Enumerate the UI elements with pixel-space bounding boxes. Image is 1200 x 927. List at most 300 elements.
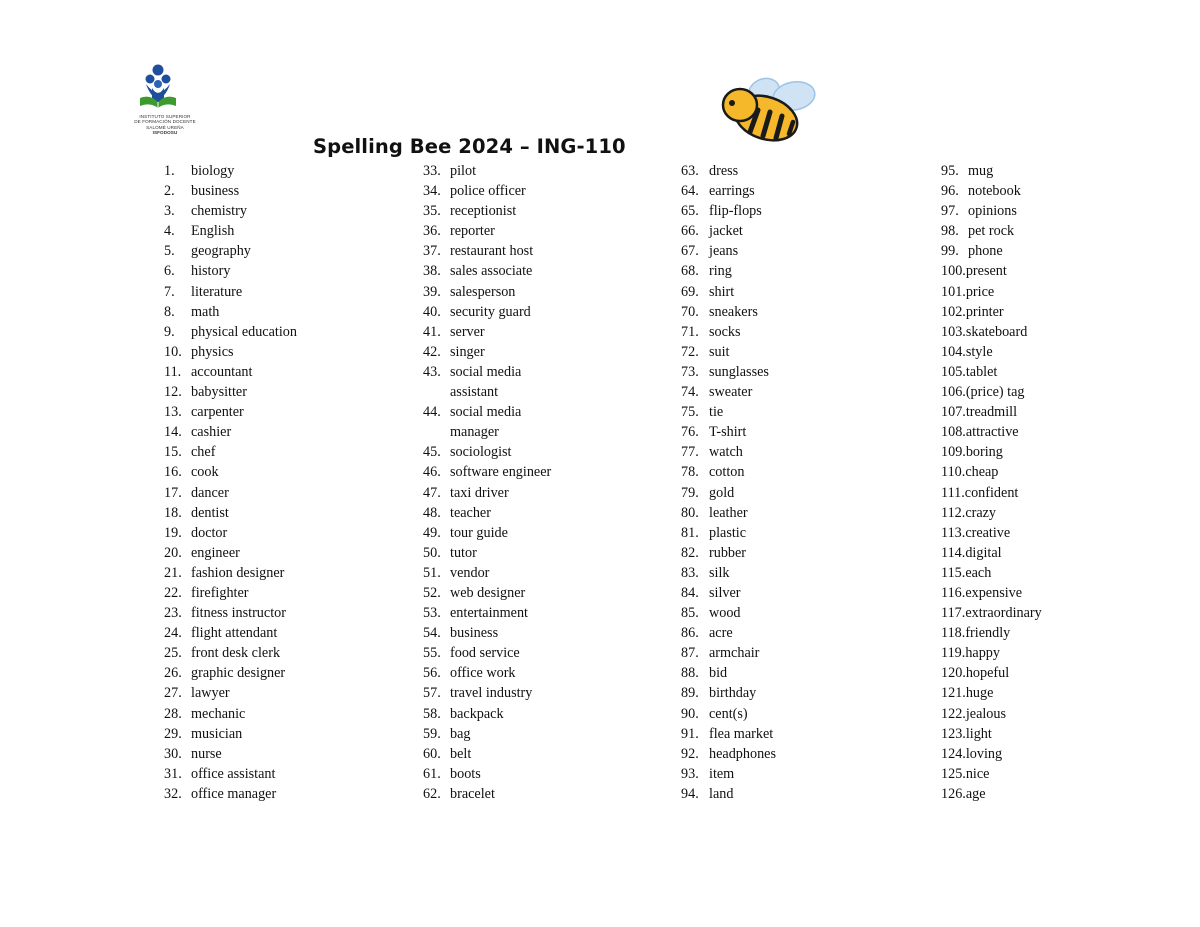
word-list-item	[941, 322, 1042, 342]
item-number: 92.	[681, 745, 699, 762]
item-number: 45.	[423, 444, 441, 461]
item-number: 82.	[681, 544, 699, 561]
item-word: rubber	[709, 544, 747, 561]
item-number: 100.	[941, 263, 966, 280]
word-list-item	[423, 503, 551, 523]
item-number: 46.	[423, 464, 441, 481]
word-list-item	[423, 704, 551, 724]
word-list-item	[681, 342, 776, 362]
word-list-item	[681, 543, 776, 563]
word-list-item	[681, 764, 776, 784]
item-number: 122.	[941, 705, 966, 722]
word-list-item	[941, 241, 1042, 261]
word-column-3	[681, 161, 776, 804]
item-number: 119.	[941, 645, 966, 662]
word-list-item	[681, 442, 776, 462]
item-word: reporter	[450, 223, 495, 240]
word-list-item	[681, 724, 776, 744]
item-word: math	[191, 303, 220, 320]
item-word: jacket	[709, 223, 743, 240]
word-list-item	[164, 181, 297, 201]
item-word: happy	[965, 645, 1000, 662]
word-list-item	[423, 342, 551, 362]
word-list-item	[681, 704, 776, 724]
word-list-item	[941, 422, 1042, 442]
item-word: boots	[450, 765, 481, 782]
word-list-item	[423, 462, 551, 482]
item-number: 9.	[164, 323, 175, 340]
word-list-item	[941, 161, 1042, 181]
item-word: travel industry	[450, 685, 533, 702]
item-word: jealous	[965, 705, 1007, 722]
word-list-item	[941, 744, 1042, 764]
item-number: 2.	[164, 183, 175, 200]
item-word: leather	[709, 504, 748, 521]
word-list-item	[164, 744, 297, 764]
item-number: 105.	[941, 363, 966, 380]
word-list-item	[941, 583, 1042, 603]
item-word: huge	[965, 685, 994, 702]
word-list-item	[941, 623, 1042, 643]
word-list-item	[941, 503, 1042, 523]
item-number: 8.	[164, 303, 175, 320]
item-word: gold	[709, 484, 735, 501]
item-number: 123.	[941, 725, 966, 742]
item-word: carpenter	[191, 404, 244, 421]
item-number: 91.	[681, 725, 699, 742]
item-word: firefighter	[191, 584, 249, 601]
item-word: belt	[450, 745, 472, 762]
word-list-item	[681, 744, 776, 764]
item-word: physics	[191, 343, 234, 360]
item-word: tablet	[965, 363, 998, 380]
page-title: Spelling Bee 2024 – ING-110	[313, 135, 626, 158]
item-number: 115.	[941, 564, 966, 581]
item-number: 49.	[423, 524, 441, 541]
word-list-item	[681, 462, 776, 482]
item-word: dancer	[191, 484, 229, 501]
item-word: present	[965, 263, 1007, 280]
item-word: bag	[450, 725, 471, 742]
item-word: boring	[965, 444, 1003, 461]
word-list-item	[164, 261, 297, 281]
item-word: silver	[709, 584, 741, 601]
item-number: 40.	[423, 303, 441, 320]
item-word: babysitter	[191, 384, 247, 401]
item-number: 111.	[941, 484, 965, 501]
word-list-item	[423, 603, 551, 623]
item-number: 33.	[423, 163, 441, 179]
item-word: printer	[965, 303, 1004, 320]
word-list-item	[164, 724, 297, 744]
item-word: office assistant	[191, 765, 276, 782]
item-number: 93.	[681, 765, 699, 782]
item-word: social media	[450, 404, 522, 421]
item-word: backpack	[450, 705, 504, 722]
word-list-item	[164, 382, 297, 402]
item-number: 39.	[423, 283, 441, 300]
item-number: 50.	[423, 544, 441, 561]
item-number: 58.	[423, 705, 441, 722]
item-word: jeans	[709, 243, 739, 260]
word-list-item	[681, 302, 776, 322]
word-list-item	[681, 503, 776, 523]
word-list-item	[423, 643, 551, 663]
item-number: 85.	[681, 605, 699, 622]
word-list-item	[164, 241, 297, 261]
word-list-item	[164, 704, 297, 724]
word-list-item	[941, 442, 1042, 462]
item-word: software engineer	[450, 464, 552, 481]
item-number: 61.	[423, 765, 441, 782]
word-list-item	[423, 201, 551, 221]
word-list-item	[681, 322, 776, 342]
item-number: 63.	[681, 163, 699, 179]
word-list-item	[423, 382, 551, 402]
item-number: 120.	[941, 665, 966, 682]
word-list-item	[681, 161, 776, 181]
item-number	[423, 422, 450, 442]
item-word: price	[965, 283, 995, 300]
item-word: wood	[709, 605, 741, 622]
item-word: office work	[450, 665, 516, 682]
word-list-item	[941, 543, 1042, 563]
item-word: business	[450, 625, 499, 642]
item-word: engineer	[191, 544, 240, 561]
word-list-item	[164, 583, 297, 603]
word-list-item	[164, 623, 297, 643]
item-word: sales associate	[450, 263, 533, 280]
item-word: sweater	[709, 384, 753, 401]
word-column-2	[423, 161, 551, 804]
word-list-item	[941, 181, 1042, 201]
word-list-item	[941, 462, 1042, 482]
item-number: 116.	[941, 584, 966, 601]
item-word: treadmill	[965, 404, 1018, 421]
item-number: 84.	[681, 584, 699, 601]
item-number: 66.	[681, 223, 699, 240]
word-list-item	[941, 362, 1042, 382]
item-word: age	[965, 785, 986, 802]
item-word: cheap	[965, 464, 999, 481]
item-word: confident	[964, 484, 1019, 501]
item-word: acre	[709, 625, 733, 642]
item-word: doctor	[191, 524, 228, 541]
word-list-item	[681, 402, 776, 422]
item-number: 54.	[423, 625, 441, 642]
word-list-item	[164, 362, 297, 382]
item-number: 48.	[423, 504, 441, 521]
item-word: security guard	[450, 303, 531, 320]
word-list-item	[164, 462, 297, 482]
item-number: 28.	[164, 705, 182, 722]
word-list-item	[164, 764, 297, 784]
item-word: web designer	[450, 584, 526, 601]
item-number: 65.	[681, 203, 699, 220]
word-list-item	[941, 523, 1042, 543]
item-number: 55.	[423, 645, 441, 662]
word-list-item	[681, 422, 776, 442]
item-number: 31.	[164, 765, 182, 782]
word-list-item	[681, 382, 776, 402]
logo-line: ISFODOSU	[152, 130, 178, 136]
word-list-item	[164, 442, 297, 462]
item-number: 15.	[164, 444, 182, 461]
item-number: 53.	[423, 605, 441, 622]
item-word: flight attendant	[191, 625, 278, 642]
word-list-item	[423, 362, 551, 382]
item-number: 97.	[941, 203, 959, 220]
item-number: 60.	[423, 745, 441, 762]
item-word: mechanic	[191, 705, 246, 722]
logo-caption	[128, 114, 202, 136]
logo-line: INSTITUTO SUPERIOR	[139, 114, 191, 119]
word-list-item	[423, 221, 551, 241]
item-word: suit	[709, 343, 730, 360]
word-list-item	[423, 784, 551, 804]
word-list-item	[164, 503, 297, 523]
item-word: sociologist	[450, 444, 512, 461]
word-list-item	[164, 543, 297, 563]
item-word: notebook	[968, 183, 1021, 200]
item-word: chemistry	[191, 203, 247, 220]
word-list-item	[681, 221, 776, 241]
item-word: birthday	[709, 685, 757, 702]
item-number: 72.	[681, 343, 699, 360]
item-word: silk	[709, 564, 730, 581]
item-number: 77.	[681, 444, 699, 461]
item-number: 99.	[941, 243, 959, 260]
item-number: 26.	[164, 665, 182, 682]
item-number: 7.	[164, 283, 175, 300]
word-list-item	[681, 583, 776, 603]
word-list-item	[423, 583, 551, 603]
item-number: 37.	[423, 243, 441, 260]
item-number: 62.	[423, 785, 441, 802]
item-word: (price) tag	[965, 384, 1025, 401]
word-list-item	[681, 683, 776, 703]
item-number: 79.	[681, 484, 699, 501]
word-list-item	[423, 442, 551, 462]
word-list-item	[164, 603, 297, 623]
word-list-item	[681, 362, 776, 382]
word-column-1	[164, 161, 297, 804]
item-word: skateboard	[965, 323, 1028, 340]
item-number: 19.	[164, 524, 182, 541]
item-word: physical education	[191, 323, 297, 340]
item-word: sneakers	[709, 303, 758, 320]
item-number: 6.	[164, 263, 175, 280]
word-list-item	[681, 483, 776, 503]
item-number: 27.	[164, 685, 182, 702]
word-list-item	[164, 282, 297, 302]
item-number: 13.	[164, 404, 182, 421]
item-number	[423, 382, 450, 402]
item-number: 18.	[164, 504, 182, 521]
word-list-item	[423, 683, 551, 703]
item-word: taxi driver	[450, 484, 509, 501]
item-number: 4.	[164, 223, 175, 240]
item-number: 88.	[681, 665, 699, 682]
word-list-item	[164, 643, 297, 663]
word-list-item	[164, 201, 297, 221]
item-number: 23.	[164, 605, 182, 622]
item-number: 38.	[423, 263, 441, 280]
word-list-item	[164, 784, 297, 804]
word-list-item	[941, 663, 1042, 683]
item-word: phone	[968, 243, 1003, 260]
word-list-item	[164, 221, 297, 241]
item-word: land	[709, 785, 734, 802]
item-number: 108.	[941, 424, 966, 441]
word-list-item	[164, 302, 297, 322]
item-word: vendor	[450, 564, 490, 581]
item-word: expensive	[965, 584, 1023, 601]
item-word: cook	[191, 464, 219, 481]
item-word: pilot	[450, 163, 477, 179]
item-word: tour guide	[450, 524, 508, 541]
word-list-item	[164, 402, 297, 422]
item-word: style	[965, 343, 993, 360]
logo-line: DE FORMACIÓN DOCENTE	[134, 119, 196, 125]
item-number: 125.	[941, 765, 966, 782]
word-list-item	[423, 261, 551, 281]
word-list-item	[941, 302, 1042, 322]
item-number: 41.	[423, 323, 441, 340]
item-word: cashier	[191, 424, 232, 441]
item-number: 81.	[681, 524, 699, 541]
item-number: 113.	[941, 524, 966, 541]
item-number: 76.	[681, 424, 699, 441]
item-word: bracelet	[450, 785, 495, 802]
item-word: earrings	[709, 183, 755, 200]
word-list-item	[941, 784, 1042, 804]
item-word: social media	[450, 363, 522, 380]
item-number: 104.	[941, 343, 966, 360]
word-list-item	[423, 422, 551, 442]
item-number: 5.	[164, 243, 175, 260]
item-word: tie	[709, 404, 724, 421]
item-word: front desk clerk	[191, 645, 281, 662]
item-number: 36.	[423, 223, 441, 240]
item-word: socks	[709, 323, 741, 340]
item-word: tutor	[450, 544, 477, 561]
item-number: 124.	[941, 745, 966, 762]
word-list-item	[164, 523, 297, 543]
item-word: crazy	[965, 504, 997, 521]
item-word: nice	[965, 765, 990, 782]
item-number: 83.	[681, 564, 699, 581]
item-word: opinions	[968, 203, 1017, 220]
item-word: office manager	[191, 785, 277, 802]
word-list-item	[164, 422, 297, 442]
item-number: 73.	[681, 363, 699, 380]
item-number: 80.	[681, 504, 699, 521]
word-list-item	[941, 683, 1042, 703]
item-word: history	[191, 263, 231, 280]
item-number: 87.	[681, 645, 699, 662]
item-word: fitness instructor	[191, 605, 286, 622]
bee-icon	[718, 70, 820, 144]
item-number: 70.	[681, 303, 699, 320]
item-word: English	[191, 223, 235, 240]
institution-logo	[128, 62, 202, 150]
item-number: 17.	[164, 484, 182, 501]
item-word: police officer	[450, 183, 526, 200]
item-word: restaurant host	[450, 243, 534, 260]
word-list-item	[681, 261, 776, 281]
item-number: 86.	[681, 625, 699, 642]
item-word: literature	[191, 283, 243, 300]
item-word: chef	[191, 444, 216, 461]
item-word: headphones	[709, 745, 776, 762]
word-list-item	[941, 563, 1042, 583]
word-list-item	[941, 764, 1042, 784]
word-list-item	[941, 342, 1042, 362]
word-list-item	[681, 201, 776, 221]
item-word: attractive	[965, 424, 1019, 441]
item-word: pet rock	[968, 223, 1015, 240]
word-list-item	[941, 402, 1042, 422]
item-number: 114.	[941, 544, 966, 561]
word-list-item	[941, 282, 1042, 302]
word-list-item	[681, 181, 776, 201]
word-list-item	[423, 322, 551, 342]
word-list-item	[681, 663, 776, 683]
item-number: 78.	[681, 464, 699, 481]
word-list-item	[164, 322, 297, 342]
item-word: armchair	[709, 645, 760, 662]
item-number: 74.	[681, 384, 699, 401]
item-word: extraordinary	[965, 605, 1042, 622]
word-list-item	[423, 282, 551, 302]
item-number: 101.	[941, 283, 966, 300]
word-list-item	[423, 663, 551, 683]
item-word: digital	[965, 544, 1002, 561]
item-word: creative	[965, 524, 1011, 541]
item-number: 1.	[164, 163, 175, 179]
item-word: item	[709, 765, 735, 782]
item-word: bid	[709, 665, 728, 682]
item-number: 71.	[681, 323, 699, 340]
item-word: each	[965, 564, 992, 581]
item-number: 59.	[423, 725, 441, 742]
word-list-item	[423, 161, 551, 181]
item-word: flip-flops	[709, 203, 762, 220]
item-number: 34.	[423, 183, 441, 200]
item-number: 126.	[941, 785, 966, 802]
item-number: 112.	[941, 504, 966, 521]
item-word: loving	[965, 745, 1003, 762]
item-word: accountant	[191, 363, 253, 380]
word-list-item	[423, 543, 551, 563]
word-list-item	[941, 704, 1042, 724]
item-word: nurse	[191, 745, 222, 762]
item-word: fashion designer	[191, 564, 285, 581]
word-column-4	[941, 161, 1042, 804]
item-word: mug	[968, 163, 994, 179]
item-number: 29.	[164, 725, 182, 742]
word-list-item	[164, 683, 297, 703]
item-number: 12.	[164, 384, 182, 401]
item-word: friendly	[965, 625, 1011, 642]
item-word: cent(s)	[709, 705, 748, 722]
item-word: musician	[191, 725, 243, 742]
item-number: 24.	[164, 625, 182, 642]
item-number: 30.	[164, 745, 182, 762]
word-list-item	[423, 724, 551, 744]
item-number: 52.	[423, 584, 441, 601]
